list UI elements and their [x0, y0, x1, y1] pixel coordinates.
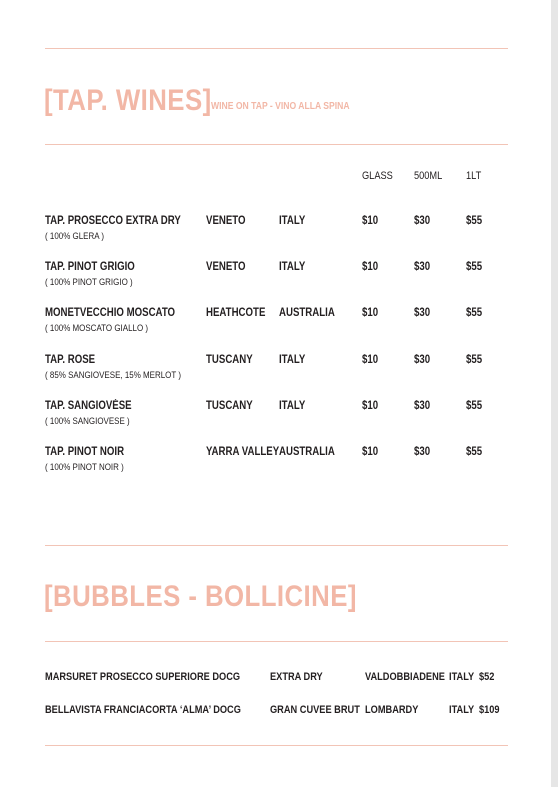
bubbles-row	[0, 671, 551, 691]
bubbles-region: VALDOBBIADENE	[365, 671, 445, 683]
price-glass: $10	[362, 446, 379, 458]
wine-name: TAP. SANGIOVÉSE	[45, 400, 132, 412]
wine-country: ITALY	[279, 400, 306, 412]
wine-region: TUSCANY	[206, 354, 253, 366]
wine-row	[0, 261, 551, 301]
column-header-500ml: 500ML	[414, 170, 443, 182]
bubbles-name: BELLAVISTA FRANCIACORTA ‘ALMA’ DOCG	[45, 704, 241, 716]
price-500ml: $30	[414, 446, 431, 458]
wine-row	[0, 400, 551, 440]
wine-region: HEATHCOTE	[206, 307, 266, 319]
wine-country: AUSTRALIA	[279, 307, 335, 319]
wine-region: TUSCANY	[206, 400, 253, 412]
price-500ml: $30	[414, 307, 431, 319]
column-header-glass: GLASS	[362, 170, 393, 182]
wine-country: AUSTRALIA	[279, 446, 335, 458]
wine-grape: ( 85% SANGIOVESE, 15% MERLOT )	[45, 370, 182, 381]
bubbles-region: LOMBARDY	[365, 704, 419, 716]
wine-grape: ( 100% SANGIOVESE )	[45, 416, 130, 427]
wine-row	[0, 354, 551, 394]
tap-wines-subheading: WINE ON TAP - VINO ALLA SPINA	[211, 101, 350, 112]
price-1lt: $55	[466, 261, 483, 273]
wine-row	[0, 215, 551, 255]
price-1lt: $55	[466, 446, 483, 458]
wine-region: VENETO	[206, 215, 246, 227]
tap-wines-heading: [TAP. WINES]	[44, 84, 212, 117]
price-1lt: $55	[466, 215, 483, 227]
wine-name: TAP. ROSE	[45, 354, 96, 366]
bubbles-style: GRAN CUVEE BRUT	[270, 704, 360, 716]
price-1lt: $55	[466, 400, 483, 412]
price-glass: $10	[362, 354, 379, 366]
wine-grape: ( 100% PINOT NOIR )	[45, 462, 124, 473]
price-500ml: $30	[414, 215, 431, 227]
wine-row	[0, 446, 551, 486]
wine-grape: ( 100% GLERA )	[45, 231, 104, 242]
bubbles-country: ITALY	[449, 704, 475, 716]
price-glass: $10	[362, 261, 379, 273]
page-edge	[551, 0, 558, 787]
column-header-1lt: 1LT	[466, 170, 482, 182]
price-500ml: $30	[414, 261, 431, 273]
price-1lt: $55	[466, 307, 483, 319]
price-glass: $10	[362, 215, 379, 227]
price-500ml: $30	[414, 400, 431, 412]
divider-under-tap-heading	[45, 144, 508, 145]
bubbles-country: ITALY	[449, 671, 475, 683]
bubbles-style: EXTRA DRY	[270, 671, 323, 683]
bubbles-heading: [BUBBLES - BOLLICINE]	[44, 580, 357, 613]
wine-grape: ( 100% MOSCATO GIALLO )	[45, 323, 149, 334]
wine-region: VENETO	[206, 261, 246, 273]
divider-under-bubbles-heading	[45, 641, 508, 642]
wine-name: MONETVECCHIO MOSCATO	[45, 307, 176, 319]
wine-region: YARRA VALLEY	[206, 446, 280, 458]
bubbles-price: $109	[479, 704, 500, 716]
wine-row	[0, 307, 551, 347]
wine-country: ITALY	[279, 261, 306, 273]
price-glass: $10	[362, 307, 379, 319]
wine-country: ITALY	[279, 215, 306, 227]
wine-country: ITALY	[279, 354, 306, 366]
bubbles-name: MARSURET PROSECCO SUPERIORE DOCG	[45, 671, 241, 683]
wine-name: TAP. PINOT GRIGIO	[45, 261, 135, 273]
divider-before-bubbles	[45, 545, 508, 546]
wine-grape: ( 100% PINOT GRIGIO )	[45, 277, 133, 288]
divider-bottom	[45, 745, 508, 746]
bubbles-price: $52	[479, 671, 495, 683]
wine-name: TAP. PINOT NOIR	[45, 446, 125, 458]
price-500ml: $30	[414, 354, 431, 366]
price-glass: $10	[362, 400, 379, 412]
price-1lt: $55	[466, 354, 483, 366]
wine-name: TAP. PROSECCO EXTRA DRY	[45, 215, 181, 227]
bubbles-row	[0, 704, 551, 724]
divider-top	[45, 48, 508, 49]
